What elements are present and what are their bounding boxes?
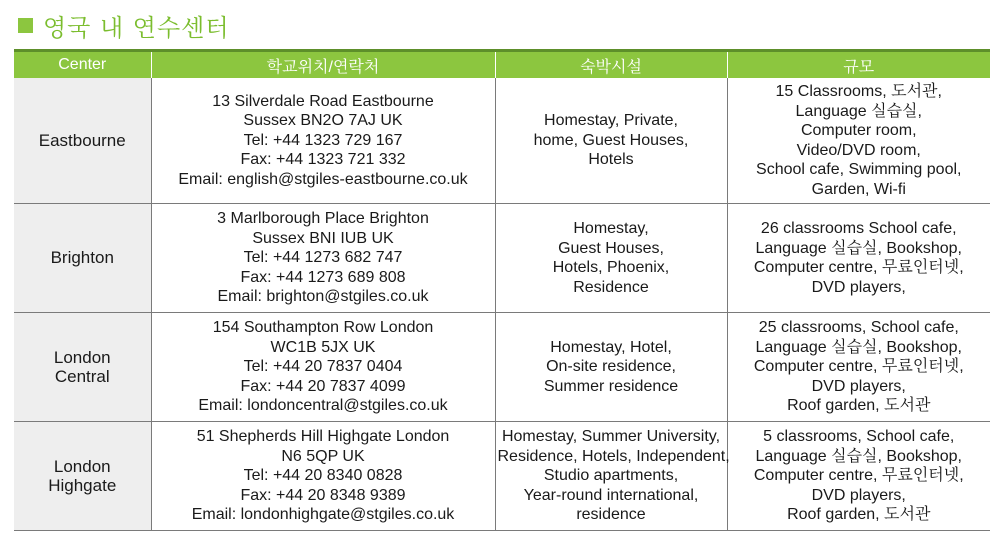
page-title-text: 영국 내 연수센터 <box>43 13 230 42</box>
scale-cell-line: Garden, Wi-fi <box>811 180 906 198</box>
accommodation-cell-line: On-site residence, <box>546 358 676 376</box>
training-centers-table <box>14 49 990 531</box>
accommodation-cell <box>495 78 727 204</box>
contact-cell-line: Tel: +44 20 7837 0404 <box>243 358 403 376</box>
contact-cell-line: Tel: +44 1273 682 747 <box>243 249 403 267</box>
scale-cell-line: School cafe, Swimming pool, <box>756 161 962 178</box>
column-header-center: Center <box>14 51 151 79</box>
contact-cell <box>151 78 495 204</box>
scale-cell-line: Video/DVD room, <box>796 141 921 159</box>
accommodation-cell-line: home, Guest Houses, <box>533 131 689 149</box>
scale-cell-line: 5 classrooms, School cafe, <box>763 428 955 446</box>
accommodation-cell-line: Guest Houses, <box>558 239 664 257</box>
scale-cell-line: DVD players, <box>811 377 906 395</box>
scale-cell-line: 26 classrooms School cafe, <box>760 220 957 237</box>
accommodation-cell-line: Residence <box>573 278 649 296</box>
accommodation-cell <box>495 313 727 422</box>
contact-cell <box>151 313 495 422</box>
center-name-cell <box>14 204 151 313</box>
contact-cell-line: Email: londoncentral@stgiles.co.uk <box>198 397 448 415</box>
contact-cell-line: 13 Silverdale Road Eastbourne <box>212 92 434 110</box>
table-row <box>14 204 990 313</box>
table-row <box>14 422 990 531</box>
table-header-row <box>14 51 990 79</box>
scale-cell-line: Computer centre, 무료인터넷, <box>753 259 964 276</box>
scale-cell-line: DVD players, <box>811 486 906 504</box>
page-title <box>18 8 230 42</box>
accommodation-cell-line: Hotels <box>588 151 634 169</box>
accommodation-cell-line: residence <box>576 506 646 524</box>
contact-cell-line: Fax: +44 1323 721 332 <box>240 151 406 169</box>
column-header-accommodation: 숙박시설 <box>495 51 727 79</box>
contact-cell-line: 3 Marlborough Place Brighton <box>217 210 429 228</box>
center-name-cell <box>14 78 151 204</box>
center-name-cell-line: Central <box>54 367 110 386</box>
scale-cell <box>727 78 990 204</box>
contact-cell-line: Tel: +44 1323 729 167 <box>243 131 403 149</box>
contact-cell <box>151 422 495 531</box>
contact-cell-line: Sussex BN2O 7AJ UK <box>243 112 403 130</box>
center-name-cell-line: London <box>53 347 111 367</box>
scale-cell-line: Computer centre, 무료인터넷, <box>753 358 964 376</box>
contact-cell-line: Fax: +44 20 7837 4099 <box>240 377 406 395</box>
table-body <box>14 78 990 531</box>
scale-cell-line: Language 실습실, Bookshop, <box>755 338 962 356</box>
contact-cell-line: 51 Shepherds Hill Highgate London <box>196 428 450 446</box>
scale-cell-line: Roof garden, 도서관 <box>787 397 931 415</box>
contact-cell-line: N6 5QP UK <box>281 447 365 465</box>
accommodation-cell-line: Homestay, <box>573 220 649 237</box>
contact-cell-line: Email: brighton@stgiles.co.uk <box>217 288 429 306</box>
accommodation-cell-line: Homestay, Summer University, <box>501 428 721 446</box>
contact-cell-line: Fax: +44 20 8348 9389 <box>240 486 406 504</box>
scale-cell <box>727 204 990 313</box>
scale-cell-line: Computer centre, 무료인터넷, <box>753 467 964 485</box>
center-name-cell-line: Highgate <box>48 476 117 495</box>
center-name-cell <box>14 422 151 531</box>
column-header-scale: 규모 <box>727 51 990 79</box>
scale-cell <box>727 313 990 422</box>
column-header-contact: 학교위치/연락처 <box>151 51 495 79</box>
contact-cell <box>151 204 495 313</box>
contact-cell-line: Tel: +44 20 8340 0828 <box>243 467 403 485</box>
accommodation-cell-line: Summer residence <box>543 377 679 395</box>
accommodation-cell-line: Hotels, Phoenix, <box>552 259 670 276</box>
accommodation-cell <box>495 204 727 313</box>
accommodation-cell-line: Studio apartments, <box>543 467 679 485</box>
scale-cell-line: Computer room, <box>800 122 917 139</box>
contact-cell-line: Email: londonhighgate@stgiles.co.uk <box>191 506 455 524</box>
contact-cell-line: Email: english@stgiles-eastbourne.co.uk <box>178 170 468 188</box>
scale-cell-line: Language 실습실, Bookshop, <box>755 447 962 465</box>
scale-cell-line: 25 classrooms, School cafe, <box>758 319 959 337</box>
center-name-cell <box>14 313 151 422</box>
scale-cell-line: DVD players, <box>811 278 906 296</box>
center-name-cell-line: Eastbourne <box>38 130 126 150</box>
accommodation-cell-line: Homestay, Private, <box>544 112 678 130</box>
scale-cell <box>727 422 990 531</box>
table-row <box>14 78 990 204</box>
contact-cell-line: Sussex BNI IUB UK <box>252 229 394 247</box>
center-name-cell-line: Brighton <box>50 248 114 268</box>
square-bullet-icon <box>18 18 33 33</box>
accommodation-cell-line: Homestay, Hotel, <box>550 338 672 356</box>
scale-cell-line: Roof garden, 도서관 <box>787 506 931 524</box>
scale-cell-line: Language 실습실, Bookshop, <box>755 239 962 257</box>
accommodation-cell-line: Residence, Hotels, Independent, <box>497 447 730 465</box>
contact-cell-line: 154 Southampton Row London <box>212 319 434 337</box>
center-name-cell-line: London <box>53 456 111 476</box>
accommodation-cell-line: Year-round international, <box>523 486 699 504</box>
table-row <box>14 313 990 422</box>
accommodation-cell <box>495 422 730 531</box>
scale-cell-line: 15 Classrooms, 도서관, <box>775 83 942 100</box>
scale-cell-line: Language 실습실, <box>795 102 922 120</box>
contact-cell-line: WC1B 5JX UK <box>270 338 376 356</box>
contact-cell-line: Fax: +44 1273 689 808 <box>240 268 406 286</box>
